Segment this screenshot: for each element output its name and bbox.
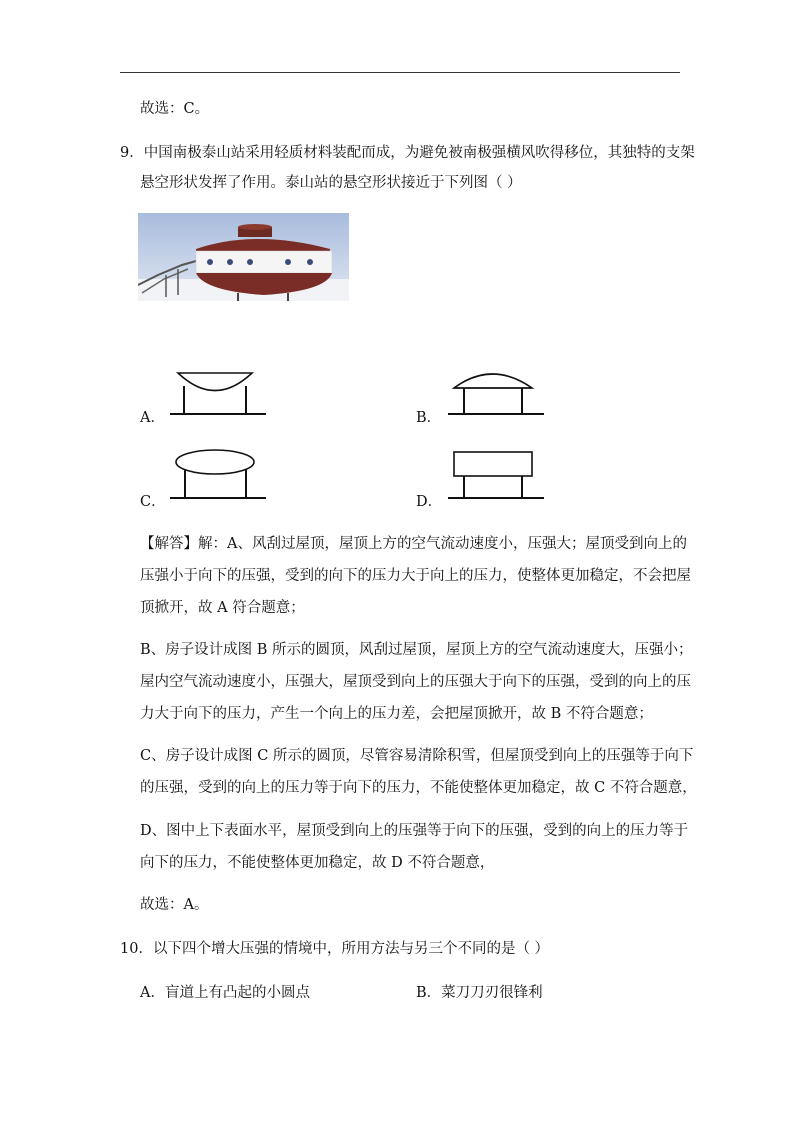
q10-option-b: B．菜刀刀刃很锋利 [416, 985, 543, 1001]
solution-line-3: 顶掀开，故 A 符合题意； [140, 600, 305, 616]
option-a-figure [170, 368, 270, 420]
solution-line-7: C、房子设计成图 C 所示的圆顶，尽管容易清除积雪，但屋顶受到向上的压强等于向下 [140, 748, 694, 764]
solution-line-2: 压强小于向下的压强，受到的向下的压力大于向上的压力，使整体更加稳定，不会把屋 [140, 568, 691, 584]
solution-line-6: 力大于向下的压力，产生一个向上的压力差，会把屋顶掀开，故 B 不符合题意； [140, 706, 653, 722]
solution-line-9: D、图中上下表面水平，屋顶受到向上的压强等于向下的压强，受到的向上的压力等于 [140, 823, 689, 839]
solution-final-answer: 故选：A。 [140, 897, 209, 913]
option-d-figure [448, 449, 548, 503]
solution-line-1: 【解答】解：A、风刮过屋顶，屋顶上方的空气流动速度小，压强大；屋顶受到向上的 [140, 536, 687, 552]
solution-line-8: 的压强，受到的向上的压力等于向下的压力，不能使整体更加稳定，故 C 不符合题意， [140, 780, 697, 796]
q10-option-a: A．盲道上有凸起的小圆点 [140, 985, 310, 1001]
q9-stem-line-1: 9．中国南极泰山站采用轻质材料装配而成，为避免被南极强横风吹得移位，其独特的支架 [120, 145, 695, 161]
header-rule [120, 72, 680, 73]
option-c-label: C． [140, 494, 166, 510]
option-d-label: D． [416, 494, 443, 510]
option-c-figure [170, 448, 270, 504]
q9-stem-line-2: 悬空形状发挥了作用。泰山站的悬空形状接近于下列图（ ） [140, 175, 522, 191]
previous-answer: 故选：C。 [140, 101, 210, 117]
option-b-figure [448, 364, 548, 420]
solution-line-5: 屋内空气流动速度小，压强大，屋顶受到向上的压强大于向下的压强，受到的向上的压 [140, 674, 691, 690]
option-a-label: A． [140, 410, 165, 426]
solution-line-10: 向下的压力，不能使整体更加稳定，故 D 不符合题意， [140, 855, 495, 871]
q10-stem: 10．以下四个增大压强的情境中，所用方法与另三个不同的是（ ） [120, 941, 550, 957]
taishan-station-photo [138, 213, 349, 301]
solution-line-4: B、房子设计成图 B 所示的圆顶，风刮过屋顶，屋顶上方的空气流动速度大，压强小； [140, 642, 693, 658]
option-b-label: B． [416, 410, 442, 426]
